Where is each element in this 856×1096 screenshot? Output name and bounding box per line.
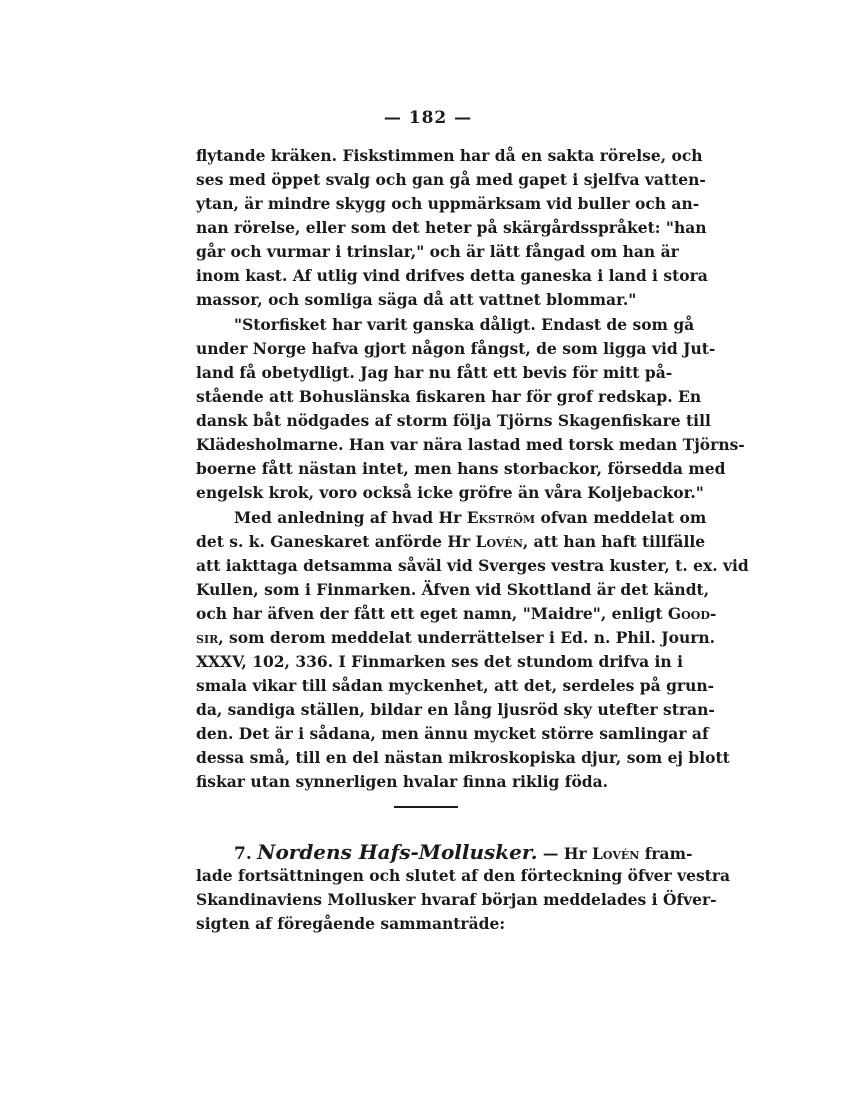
section-number: 7. [234, 844, 252, 864]
text-line: XXXV, 102, 336. I Finmarken ses det stundom drifva in i [196, 652, 683, 671]
section-title: Nordens Hafs-Mollusker. [257, 840, 538, 864]
person-name: sir [196, 628, 219, 647]
person-name: Lovén [475, 532, 523, 551]
text-line: smala vikar till sådan myckenhet, att det, serdeles på grun- [196, 676, 715, 695]
text-line: nan rörelse, eller som det heter på skärgårdsspråket: "han [196, 218, 707, 237]
section-7 [196, 840, 731, 936]
person-name: Ekström [466, 508, 536, 527]
text-line: sigten af föregående sammanträde: [196, 914, 506, 933]
text-fragment: och har äfven der fått ett eget namn, "Maidre", enligt [196, 604, 668, 623]
text-line: inom kast. Af utlig vind drifves detta ganeska i land i stora [196, 266, 708, 285]
text-line: da, sandiga ställen, bildar en lång ljusröd sky utefter stran- [196, 700, 715, 719]
text-line [196, 530, 706, 554]
text-line: lade fortsättningen och slutet af den förteckning öfver vestra [196, 866, 731, 885]
page-number: — 182 — [383, 108, 473, 128]
text-fragment: Med anledning af hvad Hr [234, 508, 467, 527]
person-name: Good- [667, 604, 717, 623]
text-line: massor, och somliga säga då att vattnet blommar." [196, 290, 637, 309]
text-fragment: fram- [639, 844, 693, 863]
text-line: dansk båt nödgades af storm följa Tjörns Skagenfiskare till [196, 411, 711, 430]
text-line: fiskar utan synnerligen hvalar finna riklig föda. [196, 772, 609, 791]
text-fragment: ofvan meddelat om [535, 508, 707, 527]
text-fragment: , att han haft tillfälle [522, 532, 706, 551]
paragraph-3 [196, 506, 749, 794]
text-line: ses med öppet svalg och gan gå med gapet i sjelfva vatten- [196, 170, 706, 189]
text-line: Klädesholmarne. Han var nära lastad med torsk medan Tjörns- [196, 435, 745, 454]
text-line: "Storfisket har varit ganska dåligt. Endast de som gå [234, 315, 695, 334]
text-line: flytande kräken. Fiskstimmen har då en sakta rörelse, och [196, 146, 703, 165]
text-line [196, 602, 717, 626]
paragraph-2 [196, 313, 745, 505]
text-line: går och vurmar i trinslar," och är lätt fångad om han är [196, 242, 679, 261]
section-divider [394, 806, 458, 808]
text-fragment: , som derom meddelat underrättelser i Ed. n. Phil. Journ. [218, 628, 716, 647]
text-fragment: det s. k. Ganeskaret anförde Hr [196, 532, 476, 551]
text-line: boerne fått nästan intet, men hans storbackor, försedda med [196, 459, 726, 478]
text-line: ytan, är mindre skygg och uppmärksam vid buller och an- [196, 194, 700, 213]
text-line: Kullen, som i Finmarken. Äfven vid Skottland är det kändt, [196, 580, 710, 599]
text-fragment: — Hr [537, 844, 593, 863]
text-line: stående att Bohuslänska fiskaren har för grof redskap. En [196, 387, 702, 406]
person-name: Lovén [592, 844, 640, 863]
section-heading-line [196, 840, 693, 864]
text-line: land få obetydligt. Jag har nu fått ett bevis för mitt på- [196, 363, 673, 382]
text-line: att iakttaga detsamma såväl vid Sverges vestra kuster, t. ex. vid [196, 556, 749, 575]
text-line: den. Det är i sådana, men ännu mycket större samlingar af [196, 724, 709, 743]
text-line [196, 506, 707, 530]
text-line: Skandinaviens Mollusker hvaraf början meddelades i Öfver- [196, 890, 717, 909]
paragraph-1 [196, 144, 708, 312]
text-line: engelsk krok, voro också icke gröfre än våra Koljebackor." [196, 483, 704, 502]
text-line [196, 626, 716, 650]
text-line: dessa små, till en del nästan mikroskopiska djur, som ej blott [196, 748, 730, 767]
text-line: under Norge hafva gjort någon fångst, de som ligga vid Jut- [196, 339, 716, 358]
